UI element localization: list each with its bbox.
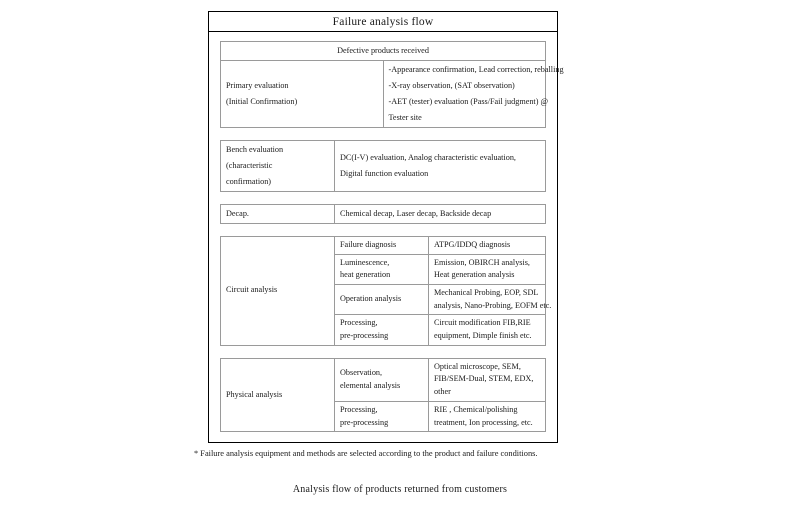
detail-line: DC(I-V) evaluation, Analog characteristic evaluation, <box>340 152 516 162</box>
label-line: Bench evaluation <box>226 144 284 154</box>
physical-analysis-detail <box>429 358 546 401</box>
block-primary-evaluation <box>220 41 564 128</box>
method-line: Processing, <box>340 404 378 414</box>
method-line: Luminescence, <box>340 257 390 267</box>
label-line: confirmation) <box>226 176 272 186</box>
detail-line: treatment, Ion processing, etc. <box>434 417 533 427</box>
method-line: heat generation <box>340 270 391 280</box>
table-row <box>221 236 546 254</box>
bench-evaluation-details <box>335 140 546 191</box>
footnote: * Failure analysis equipment and methods are selected according to the product and failure conditions. <box>194 449 538 458</box>
physical-analysis-method <box>335 358 429 401</box>
circuit-analysis-method <box>335 236 429 254</box>
detail-line: Heat generation analysis <box>434 270 515 280</box>
detail-line: Tester site <box>388 112 422 122</box>
table-row <box>221 358 546 401</box>
detail-line: -X-ray observation, (SAT observation) <box>388 80 515 90</box>
method-line: pre-processing <box>340 331 389 341</box>
circuit-analysis-detail <box>429 315 546 345</box>
block-decap <box>220 204 546 224</box>
circuit-analysis-method <box>335 315 429 345</box>
circuit-analysis-detail <box>429 254 546 284</box>
physical-analysis-label: Physical analysis <box>221 358 335 432</box>
decap-details <box>335 204 546 223</box>
detail-line: equipment, Dimple finish etc. <box>434 331 532 341</box>
circuit-analysis-detail <box>429 284 552 314</box>
method-line: elemental analysis <box>340 380 401 390</box>
table-row <box>221 140 546 191</box>
primary-evaluation-label <box>221 60 384 127</box>
table-row <box>221 60 546 127</box>
method-line: Observation, <box>340 368 383 378</box>
method-line: Operation analysis <box>340 294 402 304</box>
method-line: pre-processing <box>340 417 389 427</box>
detail-line: analysis, Nano-Probing, EOFM etc. <box>434 300 552 310</box>
label-line: Primary evaluation <box>226 80 289 90</box>
block-physical-analysis <box>220 358 546 433</box>
diagram-title: Failure analysis flow <box>209 12 557 32</box>
detail-line: Chemical decap, Laser decap, Backside decap <box>340 208 492 218</box>
detail-line: FIB/SEM-Dual, STEM, EDX, <box>434 374 534 384</box>
label-line: (Initial Confirmation) <box>226 96 298 106</box>
table-row <box>221 42 546 61</box>
detail-line: Circuit modification FIB,RIE <box>434 318 531 328</box>
block-bench-evaluation <box>220 140 546 192</box>
primary-evaluation-details <box>383 60 564 127</box>
figure-caption: Analysis flow of products returned from customers <box>292 484 508 495</box>
failure-analysis-diagram <box>208 11 564 443</box>
circuit-analysis-method <box>335 254 429 284</box>
detail-line: Optical microscope, SEM, <box>434 361 521 371</box>
detail-line: Emission, OBIRCH analysis, <box>434 257 530 267</box>
circuit-analysis-label: Circuit analysis <box>221 236 335 345</box>
detail-line: other <box>434 387 451 397</box>
physical-analysis-detail <box>429 401 546 431</box>
circuit-analysis-detail <box>429 236 546 254</box>
label-line: (characteristic <box>226 160 273 170</box>
detail-line: Digital function evaluation <box>340 168 429 178</box>
circuit-analysis-method <box>335 284 429 314</box>
defective-products-banner: Defective products received <box>221 42 546 61</box>
method-line: Processing, <box>340 318 378 328</box>
bench-evaluation-label <box>221 140 335 191</box>
detail-line: ATPG/IDDQ diagnosis <box>434 239 511 249</box>
label-line: Decap. <box>226 208 249 218</box>
block-circuit-analysis <box>220 236 552 346</box>
method-line: Failure diagnosis <box>340 239 397 249</box>
detail-line: -AET (tester) evaluation (Pass/Fail judgment) @ <box>388 96 549 106</box>
physical-analysis-method <box>335 401 429 431</box>
table-row <box>221 204 546 223</box>
detail-line: RIE , Chemical/polishing <box>434 404 518 414</box>
diagram-body <box>209 32 564 441</box>
detail-line: Mechanical Probing, EOP, SDL <box>434 287 539 297</box>
decap-label <box>221 204 335 223</box>
detail-line: -Appearance confirmation, Lead correction, reballing <box>388 64 564 74</box>
